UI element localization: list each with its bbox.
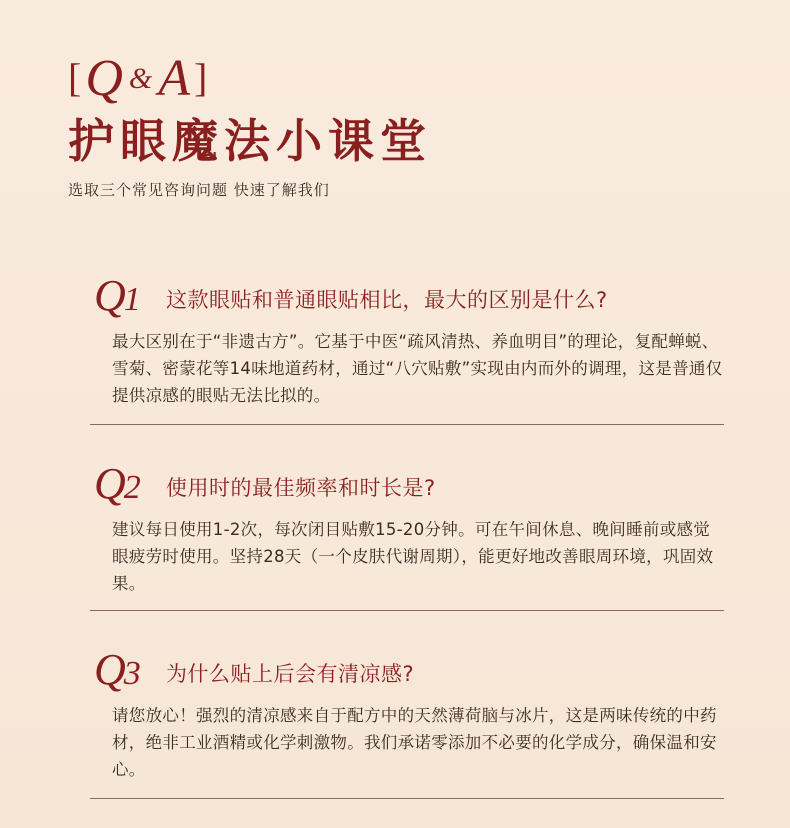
qa-ampersand: & (128, 62, 153, 95)
question-row-1 (90, 268, 724, 318)
qa-item-2 (90, 456, 724, 597)
qa-q-letter: Q (85, 49, 123, 107)
divider-3 (90, 798, 724, 799)
question-number-digit: 2 (123, 469, 141, 506)
divider-1 (90, 424, 724, 425)
qa-item-3 (90, 642, 724, 783)
page-subtitle: 选取三个常见咨询问题 快速了解我们 (68, 180, 330, 199)
question-row-2 (90, 456, 724, 506)
question-number-letter: Q (94, 459, 126, 508)
header (68, 49, 432, 200)
qa-logo-mark (68, 49, 432, 107)
answer-text-1: 最大区别在于“非遗古方”。它基于中医“疏风清热、养血明目”的理论，复配蝉蜕、雪菊、密蒙花等14味地道药材，通过“八穴贴敷”实现由内而外的调理，这是普通仅提供凉感的眼贴无法比拟的。 (112, 332, 723, 405)
question-number-2 (94, 459, 170, 508)
question-number-letter: Q (94, 271, 126, 320)
answer-text-3: 请您放心！强烈的清凉感来自于配方中的天然薄荷脑与冰片，这是两味传统的中药材，绝非工业酒精或化学刺激物。我们承诺零添加不必要的化学成分，确保温和安心。 (112, 706, 717, 779)
question-number-3 (94, 645, 170, 694)
page-title: 护眼魔法小课堂 (68, 114, 432, 168)
question-number-digit: 1 (123, 281, 141, 318)
bracket-open: [ (68, 55, 82, 100)
question-row-3 (90, 642, 724, 692)
question-number-digit: 3 (123, 655, 141, 692)
bracket-close: ] (194, 55, 208, 100)
question-number-1 (94, 271, 170, 320)
question-text-3: 为什么贴上后会有清凉感? (166, 662, 415, 686)
qa-a-letter: A (158, 49, 190, 107)
answer-text-2: 建议每日使用1-2次，每次闭目贴敷15-20分钟。可在午间休息、晚间睡前或感觉眼疲劳时使用。坚持28天（一个皮肤代谢周期），能更好地改善眼周环境，巩固效果。 (112, 520, 714, 593)
divider-2 (90, 610, 724, 611)
question-number-letter: Q (94, 645, 126, 694)
qa-item-1 (90, 268, 724, 409)
question-text-2: 使用时的最佳频率和时长是? (166, 476, 436, 500)
question-text-1: 这款眼贴和普通眼贴相比，最大的区别是什么? (166, 288, 608, 312)
